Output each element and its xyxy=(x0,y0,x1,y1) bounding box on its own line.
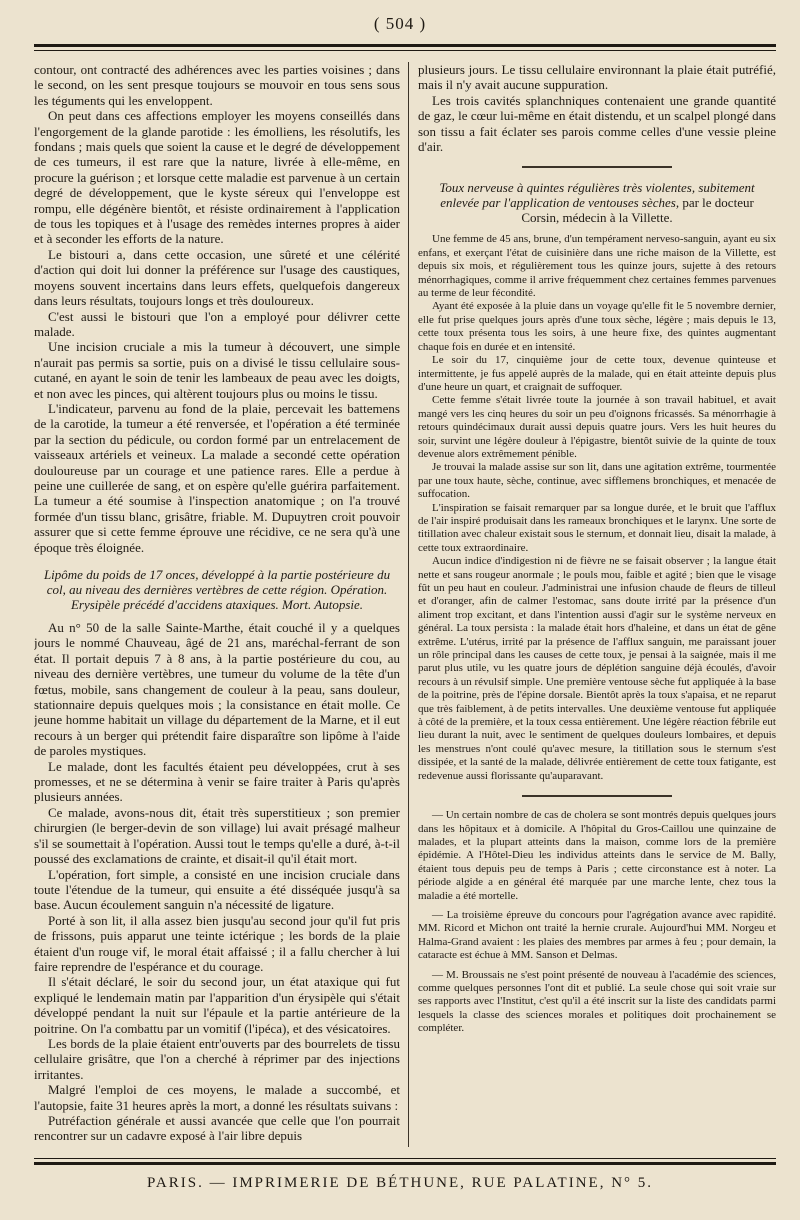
paragraph: L'opération, fort simple, a consisté en une incision cruciale dans toute l'étendue de la tumeur, qui ensuite a été disséquée jusqu'à sa base. Aucun écoulement sanguin n'a nécessité de ligature. xyxy=(34,866,400,913)
news-item: — Un certain nombre de cas de cholera se sont montrés depuis quelques jours dans les hôpitaux et à domicile. A l'hôpital du Gros-Caillou une quinzaine de malades, et la plupart atteints dans la maison, comme lors de la première épidémie. A l'Hôtel-Dieu les individus atteints dans le service de M. Bally, étaient tous depuis peu de temps à Paris ; cette circonstance est à noter. La période algide a en général été marquée par une marche lente, chez tous la maladie a été mortelle. xyxy=(418,809,776,902)
paragraph: Malgré l'emploi de ces moyens, le malade a succombé, et l'autopsie, faite 31 heures après la mort, a donné les résultats suivans : xyxy=(34,1082,400,1113)
paragraph: Il s'était déclaré, le soir du second jour, un état ataxique qui fut expliqué le lendemain matin par l'apparition d'un érysipèle qui s'était développé pendant la nuit sur l'épaule et la partie antérieure de la poitrine. On l'a combattu par un vomitif (l'ipéca), et des vésicatoires. xyxy=(34,974,400,1036)
paragraph: Une incision cruciale a mis la tumeur à découvert, une simple n'aurait pas permis sa sortie, puis on a divisé le tissu cellulaire sous-cutané, en ayant le soin de tenir les lambeaux de peau avec les doigts, et non avec les pinces, qui altèrent toujours plus ou moins le tissu. xyxy=(34,339,400,401)
paragraph: L'indicateur, parvenu au fond de la plaie, percevait les battemens de la carotide, la tumeur a été renversée, et l'opération a été terminée par la section du pédicule, ou cordon formé par un entrelacement de vaisseaux artériels et veineux. La malade a secondé cette opération douloureuse par un courage et une patience rares. Elle a perdue à peine une cuillerée de sang, et on espère qu'elle guérira parfaitement. La tumeur a été soumise à l'inspection anatomique ; on l'a trouvé formée d'un tissu blanc, grisâtre, friable. M. Dupuytren croit pouvoir assurer que si cette femme éprouve une récidive, ce ne sera qu'à une époque très éloignée. xyxy=(34,400,400,555)
printer-imprint: PARIS. — IMPRIMERIE DE BÉTHUNE, RUE PALATINE, N° 5. xyxy=(146,1175,654,1191)
news-item: — La troisième épreuve du concours pour l'agrégation avance avec rapidité. MM. Ricord et Michon ont traité la hernie crurale. Aujourd'hui MM. Norgeu et Halma-Grand avaient : les plaies des membres par armes à feu ; pour demain, la cataracte est échue à MM. Sanson et Delmas. xyxy=(418,908,776,962)
column-divider xyxy=(408,62,409,1147)
paragraph: Le soir du 17, cinquième jour de cette toux, devenue quinteuse et intermittente, je fus appelé auprès de la malade, qui en était atteinte depuis plus d'une heure un quart, et craignait de suffoquer. xyxy=(418,354,776,393)
paragraph: Les bords de la plaie étaient entr'ouverts par des bourrelets de tissu cellulaire grisâtre, que l'on a cherché à réprimer par des injections irritantes. xyxy=(34,1035,400,1082)
footer-rule-thin xyxy=(34,1158,776,1159)
right-column xyxy=(418,62,776,1147)
section-heading xyxy=(424,180,770,225)
news-separator xyxy=(522,795,672,797)
heading-roman: par le docteur Corsin, médecin à la Villette. xyxy=(521,195,754,226)
footer-rule-thick xyxy=(34,1162,776,1165)
paragraph: Aucun indice d'indigestion ni de fièvre ne se faisait observer ; la langue était nette et sans rougeur anormale ; le pouls mou, faible et agité ; bien que le visage fût un peu haut en couleur. J'administrai une infusion chaude de fleurs de tilleul et d'oranger, afin de calmer l'estomac, sans doute irrité par la présence d'un aliment trop excitant, et dans l'intention aussi d'agir sur le système nerveux en général. La toux persista : la malade était hors d'haleine, et dans un état de gêne extrême. L'utérus, irrité par la présence de l'afflux sanguin, me paraissant jouer un rôle principal dans les causes de cette toux, je pensai à la saignée, mais il me parut plus utile, vu les quatre jours de déplétion sanguine déjà écoulés, d'avoir recours à un révulsif simple. Une première ventouse sèche fut appliquée à la base de la poitrine, près de l'épine dorsale. Bientôt après la toux s'apaisa, et ne reparut que très faiblement, à de petits intervalles. Une deuxième ventouse fut appliquée à côté de la première, et la toux cessa entièrement. Une légère réaction fébrile eut lieu durant la nuit, avec le sentiment de quelques douleurs lombaires, et depuis les menstrues n'ont coulé qu'avec mesure, la titillation sous le sternum s'est dissipée, et la santé de la malade, délivrée entièrement de cette toux fatigante, est redevenue aussi florissante qu'auparavant. xyxy=(418,555,776,782)
paragraph: plusieurs jours. Le tissu cellulaire environnant la plaie était putréfié, mais il n'y avait aucune suppuration. xyxy=(418,62,776,93)
paragraph: Le bistouri a, dans cette occasion, une sûreté et une célérité d'action qui doit lui donner la préférence sur l'usage des caustiques, moyens souvent incertains dans leurs effets, quelquefois dangereux dans leurs résultats, toujours longs et très douloureux. xyxy=(34,246,400,309)
paragraph: Je trouvai la malade assise sur son lit, dans une agitation extrême, tourmentée par une toux haute, sèche, continue, avec sifflemens bronchiques, et menacée de suffocation. xyxy=(418,461,776,501)
paragraph: C'est aussi le bistouri que l'on a employé pour délivrer cette malade. xyxy=(34,308,400,339)
paragraph: Porté à son lit, il alla assez bien jusqu'au second jour qu'il fut pris de frissons, puis apparut une teinte ictérique ; les bords de la plaie étaient d'un rouge vif, le moral était affaissé ; il a fallu chercher à lui faire reprendre de l'espérance et du courage. xyxy=(34,912,400,974)
section-separator xyxy=(522,166,672,168)
news-item: — M. Broussais ne s'est point présenté de nouveau à l'académie des sciences, comme quelques personnes l'ont dit et publié. La seule chose qui soit vraie sur ses rapports avec l'Institut, c'est qu'il a été inscrit sur la liste des candidats parmi lesquels la classe des sciences morales et politiques doit prochainement se compléter. xyxy=(418,968,776,1035)
paragraph: contour, ont contracté des adhérences avec les parties voisines ; dans le second, on les sent presque toujours se mouvoir en tous sens sous les téguments qui les enveloppent. xyxy=(34,62,400,108)
paragraph: Ayant été exposée à la pluie dans un voyage qu'elle fit le 5 novembre dernier, elle fut prise quelques jours après d'une toux sèche, légère ; mais depuis le 13, cette toux présenta tous les soirs, à une heure fixe, des quintes augmentant chaque fois en durée et en intensité. xyxy=(418,300,776,353)
paragraph: Ce malade, avons-nous dit, était très superstitieux ; son premier chirurgien (le berger-devin de son village) lui avait présagé malheur s'il se soumettait à l'opération. Aussi tout le temps qu'elle a duré, à-t-il poussé des exclamations de crainte, et disait-il qu'il était mort. xyxy=(34,804,400,867)
top-rule-thick xyxy=(34,44,776,47)
paragraph: Au n° 50 de la salle Sainte-Marthe, était couché il y a quelques jours le nommé Chauveau, âgé de 21 ans, maréchal-ferrant de son état. Il portait depuis 7 à 8 ans, à la partie postérieure du cou, au niveau des dernière vertèbres, une tumeur du volume de la tête d'un fœtus, mobile, sans changement de couleur à la peau, sans douleur, stationnaire depuis quelques mois ; la consistance en était molle. Ce jeune homme habitait un village du département de la Marne, et il eut recours à un berger qui prétendit faire disparaître son lipôme à l'aide de paroles mystiques. xyxy=(34,620,400,759)
heading-italic: Toux nerveuse à quintes régulières très violentes, subitement enlevée par l'application de ventouses sèches, xyxy=(439,180,755,211)
left-column xyxy=(34,62,400,1147)
paragraph: Le malade, dont les facultés étaient peu développées, crut à ses promesses, et ne se détermina à venir se faire traiter à Paris qu'après plusieurs années. xyxy=(34,758,400,805)
paragraph: L'inspiration se faisait remarquer par sa longue durée, et le bruit que l'afflux de l'air inspiré produisait dans les rameaux bronchiques et le larynx. Une sorte de titillation avec chaleur existait sous le sternum, et donnait lieu, disait la malade, à cette toux extraordinaire. xyxy=(418,501,776,554)
top-rule-thin xyxy=(34,50,776,51)
page-number: ( 504 ) xyxy=(373,14,427,33)
paragraph: Putréfaction générale et aussi avancée que celle que l'on pourrait rencontrer sur un cadavre exposé à l'air libre depuis xyxy=(34,1113,400,1144)
paragraph: Les trois cavités splanchniques contenaient une grande quantité de gaz, le cœur lui-même en était distendu, et un scalpel plongé dans son tissu a fait éclater ses parois comme celles d'une vessie pleine d'air. xyxy=(418,92,776,155)
paragraph: On peut dans ces affections employer les moyens conseillés dans l'engorgement de la glande parotide : les émolliens, les résolutifs, les fondans ; mais quels que soient la cause et le degré de développement de ces tumeurs, il est rare que la nature, livrée à elle-même, en procure la guérison ; et lorsque cette maladie est parvenue à un certain degré de développement, que le kyste séreux qui l'enveloppe est rompu, elle dégénère bientôt, et résiste ordinairement à l'application de tous les topiques et à l'usage des remèdes internes propres à aider et à seconder les efforts de la nature. xyxy=(34,108,400,247)
section-heading: Lipôme du poids de 17 onces, développé à la partie postérieure du col, au niveau des dernières vertèbres de cette région. Opération. Erysipèle précédé d'accidens ataxiques. Mort. Autopsie. xyxy=(43,567,391,612)
paragraph: Une femme de 45 ans, brune, d'un tempérament nerveso-sanguin, ayant eu six enfans, et exerçant l'état de cuisinière dans une riche maison de la Villette, est depuis six mois, et régulièrement tous les quinze jours, sujette à des retours ménorrhagiques, comme il arrive fréquemment chez certaines femmes parvenues au terme de leur fécondité. xyxy=(418,233,776,300)
paragraph: Cette femme s'était livrée toute la journée à son travail habituel, et avait mangé vers les cinq heures du soir un peu d'oignons fricassés. Sa ménorrhagie à retours quindécimaux durait aussi depuis quatre jours. Vers les huit heures du soir, survint une légère douleur à l'épigastre, bientôt suivie de la quinte de toux devenue alors extrêmement pénible. xyxy=(418,394,776,460)
